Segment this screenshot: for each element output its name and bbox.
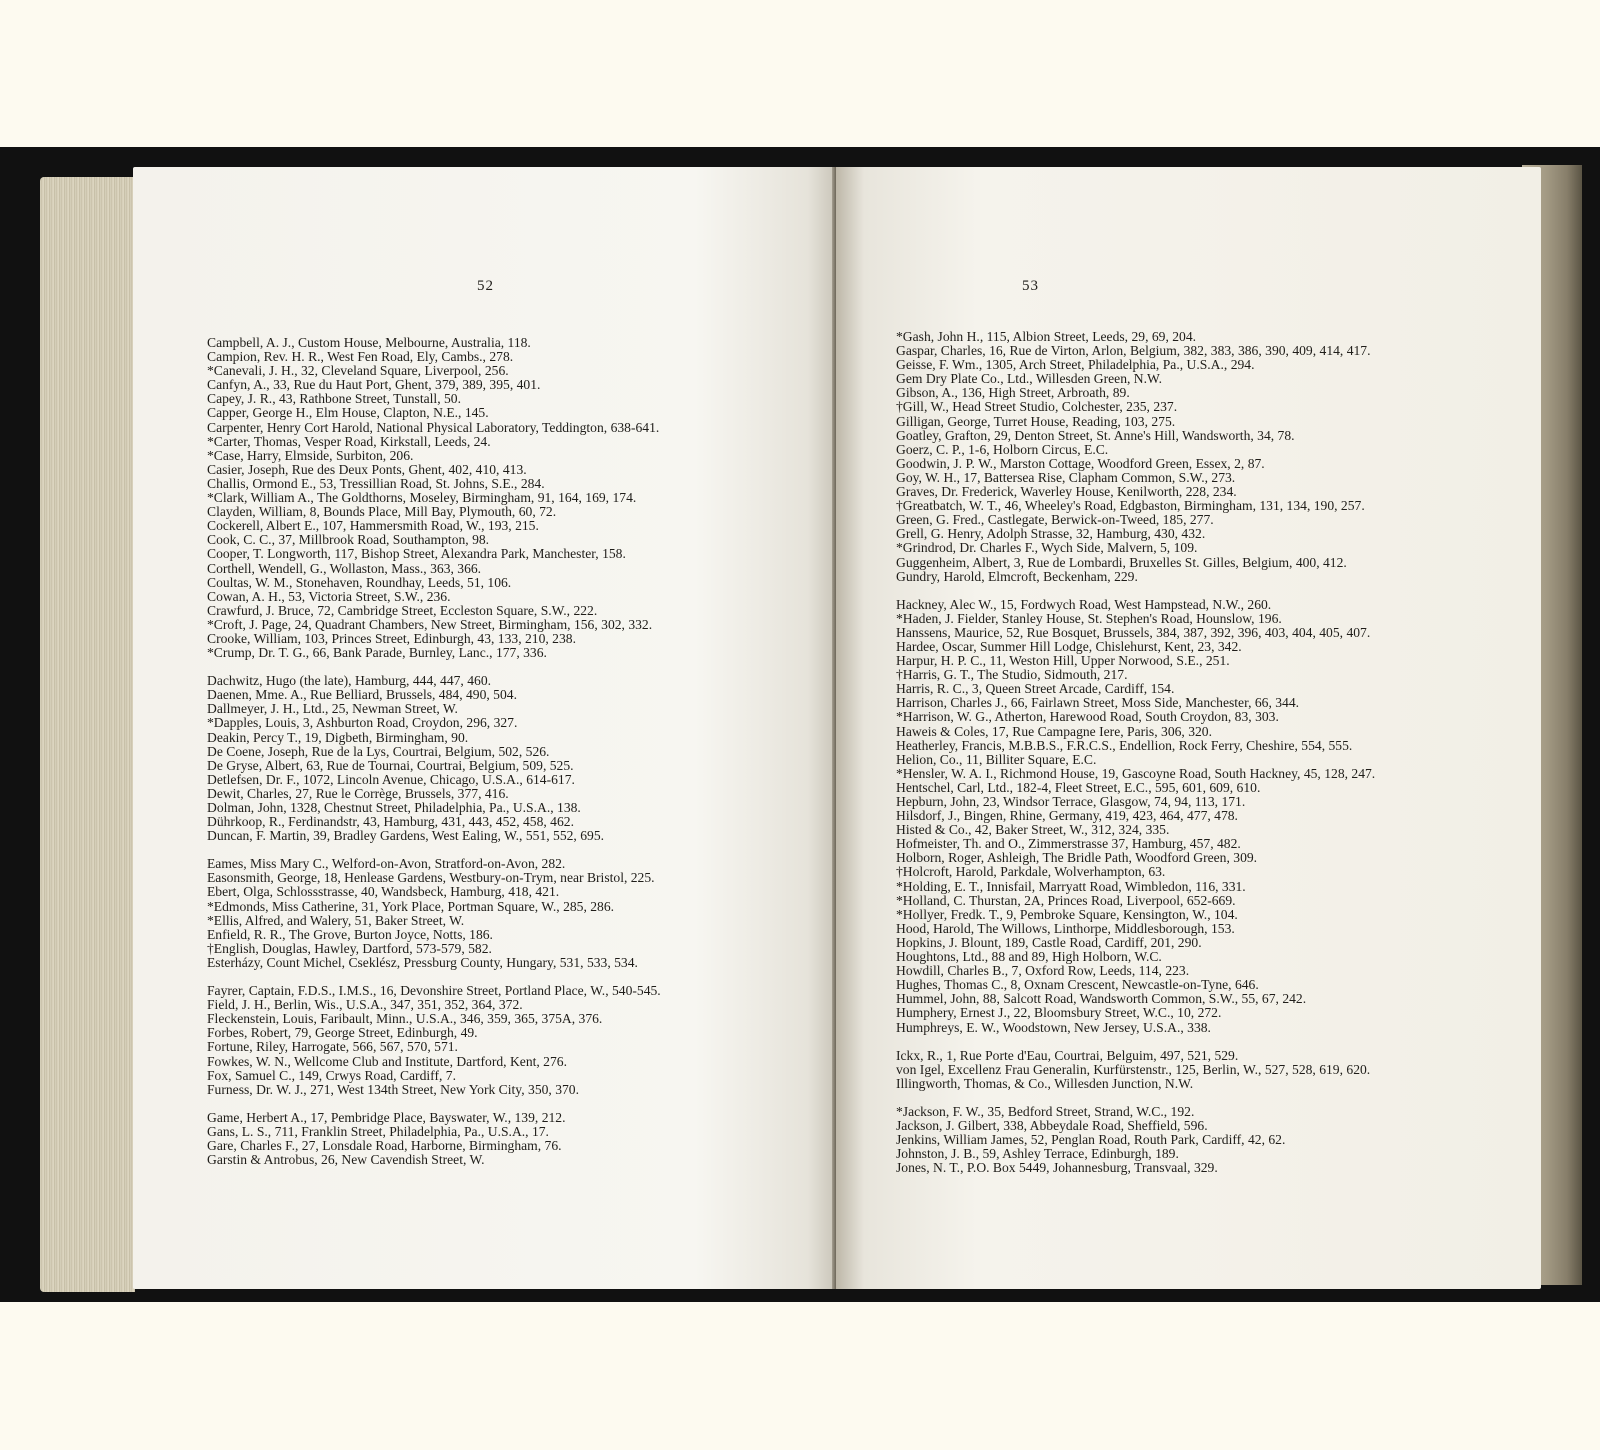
left-page [133, 167, 836, 1289]
index-entry: Dolman, John, 1328, Chestnut Street, Philadelphia, Pa., U.S.A., 138. [207, 800, 581, 815]
index-entry: Forbes, Robert, 79, George Street, Edinburgh, 49. [207, 1025, 478, 1041]
index-entry: Coultas, W. M., Stonehaven, Roundhay, Leeds, 51, 106. [207, 574, 512, 590]
index-entry: Ebert, Olga, Schlossstrasse, 40, Wandsbeck, Hamburg, 418, 421. [207, 884, 560, 900]
index-entry: †Greatbatch, W. T., 46, Wheeley's Road, Edgbaston, Birmingham, 131, 134, 190, 257. [896, 498, 1365, 514]
index-entry: Gibson, A., 136, High Street, Arbroath, 89. [896, 385, 1130, 401]
index-entry: Cockerell, Albert E., 107, Hammersmith Road, W., 193, 215. [207, 518, 539, 534]
index-entry: Crawfurd, J. Bruce, 72, Cambridge Street, Eccleston Square, S.W., 222. [207, 602, 598, 618]
index-entry: Capper, George H., Elm House, Clapton, N.E., 145. [207, 405, 489, 421]
index-entry: Goy, W. H., 17, Battersea Rise, Clapham Common, S.W., 273. [896, 469, 1236, 485]
index-entry: Gem Dry Plate Co., Ltd., Willesden Green, N.W. [896, 371, 1162, 387]
index-entry: Harpur, H. P. C., 11, Weston Hill, Upper Norwood, S.E., 251. [896, 653, 1230, 669]
index-entry: Cook, C. C., 37, Millbrook Road, Southampton, 98. [207, 532, 490, 548]
index-entry: Helion, Co., 11, Billiter Square, E.C. [896, 751, 1097, 767]
index-entry: Histed & Co., 42, Baker Street, W., 312, 324, 335. [896, 822, 1170, 838]
index-entry: Deakin, Percy T., 19, Digbeth, Birmingham, 90. [207, 729, 469, 745]
index-entry: Jackson, J. Gilbert, 338, Abbeydale Road, Sheffield, 596. [896, 1117, 1208, 1133]
page-number: 53 [1022, 278, 1039, 294]
index-entry: *Crump, Dr. T. G., 66, Bank Parade, Burnley, Lanc., 177, 336. [207, 645, 547, 661]
index-entry: Jones, N. T., P.O. Box 5449, Johannesburg, Transvaal, 329. [896, 1160, 1218, 1176]
section-gap [207, 1097, 817, 1111]
index-entry: Fowkes, W. N., Wellcome Club and Institute, Dartford, Kent, 276. [207, 1053, 567, 1069]
index-entry: *Canevali, J. H., 32, Cleveland Square, Liverpool, 256. [207, 363, 509, 379]
index-entry: Esterházy, Count Michel, Cseklész, Pressburg County, Hungary, 531, 533, 534. [207, 954, 638, 970]
index-entry: Jenkins, William James, 52, Penglan Road, Routh Park, Cardiff, 42, 62. [896, 1132, 1286, 1148]
index-entry: Gans, L. S., 711, Franklin Street, Philadelphia, Pa., U.S.A., 17. [207, 1123, 549, 1139]
index-entry: Duncan, F. Martin, 39, Bradley Gardens, West Ealing, W., 551, 552, 695. [207, 828, 605, 844]
page-number: 52 [477, 278, 494, 294]
page-edges-left [40, 177, 135, 1292]
index-entry: Goatley, Grafton, 29, Denton Street, St. Anne's Hill, Wandsworth, 34, 78. [896, 427, 1295, 443]
index-entry: Harris, R. C., 3, Queen Street Arcade, Cardiff, 154. [896, 681, 1175, 697]
open-book [0, 147, 1600, 1302]
index-entry: Hackney, Alec W., 15, Fordwych Road, West Hampstead, N.W., 260. [896, 596, 1272, 612]
index-entry: Goodwin, J. P. W., Marston Cottage, Woodford Green, Essex, 2, 87. [896, 455, 1265, 471]
index-entry: Clayden, William, 8, Bounds Place, Mill Bay, Plymouth, 60, 72. [207, 504, 557, 520]
index-entry: Cooper, T. Longworth, 117, Bishop Street, Alexandra Park, Manchester, 158. [207, 546, 626, 562]
section-gap [207, 660, 817, 674]
section-gap [207, 843, 817, 857]
index-entry: Goerz, C. P., 1-6, Holborn Circus, E.C. [896, 441, 1109, 457]
index-entry: Johnston, J. B., 59, Ashley Terrace, Edinburgh, 189. [896, 1146, 1179, 1162]
index-entry: Eames, Miss Mary C., Welford-on-Avon, Stratford-on-Avon, 282. [207, 856, 566, 872]
index-entry: Daenen, Mme. A., Rue Belliard, Brussels, 484, 490, 504. [207, 687, 517, 703]
index-entry: Houghtons, Ltd., 88 and 89, High Holborn, W.C. [896, 949, 1162, 965]
index-entry: Enfield, R. R., The Grove, Burton Joyce, Notts, 186. [207, 926, 493, 942]
index-entry: Fleckenstein, Louis, Faribault, Minn., U.S.A., 346, 359, 365, 375A, 376. [207, 1011, 603, 1027]
index-entry: Holborn, Roger, Ashleigh, The Bridle Path, Woodford Green, 309. [896, 850, 1258, 866]
index-entry: Furness, Dr. W. J., 271, West 134th Street, New York City, 350, 370. [207, 1081, 579, 1097]
index-entry: Gaspar, Charles, 16, Rue de Virton, Arlon, Belgium, 382, 383, 386, 390, 409, 414, 417. [896, 343, 1371, 359]
index-entry: Illingworth, Thomas, & Co., Willesden Junction, N.W. [896, 1075, 1194, 1091]
index-entry: Gundry, Harold, Elmcroft, Beckenham, 229. [896, 568, 1138, 584]
index-entry: Campion, Rev. H. R., West Fen Road, Ely, Cambs., 278. [207, 349, 514, 365]
index-entry: Easonsmith, George, 18, Henlease Gardens, Westbury-on-Trym, near Bristol, 225. [207, 870, 655, 886]
index-entry: *Croft, J. Page, 24, Quadrant Chambers, New Street, Birmingham, 156, 302, 332. [207, 616, 653, 632]
index-entry: Campbell, A. J., Custom House, Melbourne, Australia, 118. [207, 335, 531, 350]
index-entry: Guggenheim, Albert, 3, Rue de Lombardi, Bruxelles St. Gilles, Belgium, 400, 412. [896, 554, 1347, 570]
index-entry: *Dapples, Louis, 3, Ashburton Road, Croydon, 296, 327. [207, 715, 518, 731]
index-entry: Hofmeister, Th. and O., Zimmerstrasse 37, Hamburg, 457, 482. [896, 836, 1241, 852]
index-entry: Hummel, John, 88, Salcott Road, Wandsworth Common, S.W., 55, 67, 242. [896, 991, 1307, 1007]
section-gap [896, 1091, 1516, 1105]
index-entry: Howdill, Charles B., 7, Oxford Row, Leeds, 114, 223. [896, 963, 1190, 979]
index-entry: Challis, Ormond E., 53, Tressillian Road, St. Johns, S.E., 284. [207, 475, 545, 491]
index-entry: Crooke, William, 103, Princes Street, Edinburgh, 43, 133, 210, 238. [207, 630, 576, 646]
index-entry: *Haden, J. Fielder, Stanley House, St. Stephen's Road, Hounslow, 196. [896, 610, 1282, 626]
index-entry: Dührkoop, R., Ferdinandstr, 43, Hamburg, 431, 443, 452, 458, 462. [207, 814, 574, 830]
index-entry: Gare, Charles F., 27, Lonsdale Road, Harborne, Birmingham, 76. [207, 1137, 562, 1153]
index-entry: Hardee, Oscar, Summer Hill Lodge, Chislehurst, Kent, 23, 342. [896, 638, 1242, 654]
index-entry: *Harrison, W. G., Atherton, Harewood Road, South Croydon, 83, 303. [896, 709, 1279, 725]
section-gap [207, 970, 817, 984]
index-entry: *Holding, E. T., Innisfail, Marryatt Road, Wimbledon, 116, 331. [896, 878, 1246, 894]
index-entry: †English, Douglas, Hawley, Dartford, 573-579, 582. [207, 940, 492, 956]
index-entry: Fox, Samuel C., 149, Crwys Road, Cardiff, 7. [207, 1067, 456, 1083]
index-entry: Garstin & Antrobus, 26, New Cavendish Street, W. [207, 1152, 485, 1168]
index-entries [896, 330, 1516, 1175]
index-entry: Hopkins, J. Blount, 189, Castle Road, Cardiff, 201, 290. [896, 934, 1202, 950]
index-entry: *Holland, C. Thurstan, 2A, Princes Road, Liverpool, 652-669. [896, 892, 1236, 908]
index-entry: Hentschel, Carl, Ltd., 182-4, Fleet Street, E.C., 595, 601, 609, 610. [896, 779, 1261, 795]
index-entry: Casier, Joseph, Rue des Deux Ponts, Ghent, 402, 410, 413. [207, 461, 527, 477]
index-entry: De Gryse, Albert, 63, Rue de Tournai, Courtrai, Belgium, 509, 525. [207, 757, 574, 773]
index-entry: Game, Herbert A., 17, Pembridge Place, Bayswater, W., 139, 212. [207, 1109, 566, 1125]
index-entry: Humphery, Ernest J., 22, Bloomsbury Street, W.C., 10, 272. [896, 1005, 1222, 1021]
index-entry: *Carter, Thomas, Vesper Road, Kirkstall, Leeds, 24. [207, 433, 491, 449]
index-entry: *Case, Harry, Elmside, Surbiton, 206. [207, 447, 414, 463]
index-entry: Hanssens, Maurice, 52, Rue Bosquet, Brussels, 384, 387, 392, 396, 403, 404, 405, 407. [896, 624, 1371, 640]
index-entry: Dewit, Charles, 27, Rue le Corrège, Brussels, 377, 416. [207, 785, 509, 801]
index-entry: Fortune, Riley, Harrogate, 566, 567, 570, 571. [207, 1039, 458, 1055]
index-entry: Green, G. Fred., Castlegate, Berwick-on-Tweed, 185, 277. [896, 512, 1214, 528]
index-entry: *Hollyer, Fredk. T., 9, Pembroke Square, Kensington, W., 104. [896, 906, 1238, 922]
index-entry: De Coene, Joseph, Rue de la Lys, Courtrai, Belgium, 502, 526. [207, 743, 550, 759]
index-entry: Carpenter, Henry Cort Harold, National Physical Laboratory, Teddington, 638-641. [207, 419, 660, 435]
index-entries [207, 336, 817, 1167]
index-entry: Fayrer, Captain, F.D.S., I.M.S., 16, Devonshire Street, Portland Place, W., 540-545. [207, 983, 661, 999]
index-entry: *Edmonds, Miss Catherine, 31, York Place, Portman Square, W., 285, 286. [207, 898, 615, 914]
index-entry: von Igel, Excellenz Frau Generalin, Kurfürstenstr., 125, Berlin, W., 527, 528, 619, 620. [896, 1061, 1371, 1077]
index-entry: Geisse, F. Wm., 1305, Arch Street, Philadelphia, Pa., U.S.A., 294. [896, 357, 1255, 373]
index-entry: Detlefsen, Dr. F., 1072, Lincoln Avenue, Chicago, U.S.A., 614-617. [207, 771, 575, 787]
section-gap [896, 1035, 1516, 1049]
index-entry: Corthell, Wendell, G., Wollaston, Mass., 363, 366. [207, 560, 482, 576]
section-gap [896, 584, 1516, 598]
index-entry: Field, J. H., Berlin, Wis., U.S.A., 347, 351, 352, 364, 372. [207, 997, 523, 1013]
index-entry: Hilsdorf, J., Bingen, Rhine, Germany, 419, 423, 464, 477, 478. [896, 808, 1238, 824]
index-entry: Canfyn, A., 33, Rue du Haut Port, Ghent, 379, 389, 395, 401. [207, 377, 541, 393]
index-entry: *Jackson, F. W., 35, Bedford Street, Strand, W.C., 192. [896, 1103, 1195, 1119]
index-entry: *Hensler, W. A. I., Richmond House, 19, Gascoyne Road, South Hackney, 45, 128, 247. [896, 765, 1376, 781]
index-entry: Ickx, R., 1, Rue Porte d'Eau, Courtrai, Belguim, 497, 521, 529. [896, 1047, 1239, 1063]
index-entry: Gilligan, George, Turret House, Reading, 103, 275. [896, 413, 1176, 429]
index-entry: Harrison, Charles J., 66, Fairlawn Street, Moss Side, Manchester, 66, 344. [896, 695, 1300, 711]
index-entry: †Holcroft, Harold, Parkdale, Wolverhampton, 63. [896, 864, 1166, 880]
index-entry: Dachwitz, Hugo (the late), Hamburg, 444, 447, 460. [207, 673, 492, 689]
index-entry: *Gash, John H., 115, Albion Street, Leeds, 29, 69, 204. [896, 329, 1197, 344]
index-entry: Humphreys, E. W., Woodstown, New Jersey, U.S.A., 338. [896, 1019, 1211, 1035]
index-entry: Hughes, Thomas C., 8, Oxnam Crescent, Newcastle-on-Tyne, 646. [896, 977, 1259, 993]
index-entry: †Harris, G. T., The Studio, Sidmouth, 217. [896, 667, 1128, 683]
right-page [836, 167, 1541, 1289]
index-entry: *Ellis, Alfred, and Walery, 51, Baker Street, W. [207, 912, 465, 928]
index-entry: Heatherley, Francis, M.B.B.S., F.R.C.S., Endellion, Rock Ferry, Cheshire, 554, 555. [896, 737, 1353, 753]
index-entry: Haweis & Coles, 17, Rue Campagne Iere, Paris, 306, 320. [896, 723, 1212, 739]
index-entry: Hood, Harold, The Willows, Linthorpe, Middlesborough, 153. [896, 920, 1235, 936]
index-entry: Dallmeyer, J. H., Ltd., 25, Newman Street, W. [207, 701, 458, 717]
index-entry: *Grindrod, Dr. Charles F., Wych Side, Malvern, 5, 109. [896, 540, 1198, 556]
index-entry: *Clark, William A., The Goldthorns, Moseley, Birmingham, 91, 164, 169, 174. [207, 490, 637, 506]
index-entry: Hepburn, John, 23, Windsor Terrace, Glasgow, 74, 94, 113, 171. [896, 794, 1246, 809]
index-entry: Capey, J. R., 43, Rathbone Street, Tunstall, 50. [207, 391, 461, 407]
index-entry: Cowan, A. H., 53, Victoria Street, S.W., 236. [207, 588, 451, 604]
index-entry: Grell, G. Henry, Adolph Strasse, 32, Hamburg, 430, 432. [896, 526, 1206, 542]
index-entry: Graves, Dr. Frederick, Waverley House, Kenilworth, 228, 234. [896, 484, 1237, 500]
index-entry: †Gill, W., Head Street Studio, Colchester, 235, 237. [896, 399, 1178, 415]
